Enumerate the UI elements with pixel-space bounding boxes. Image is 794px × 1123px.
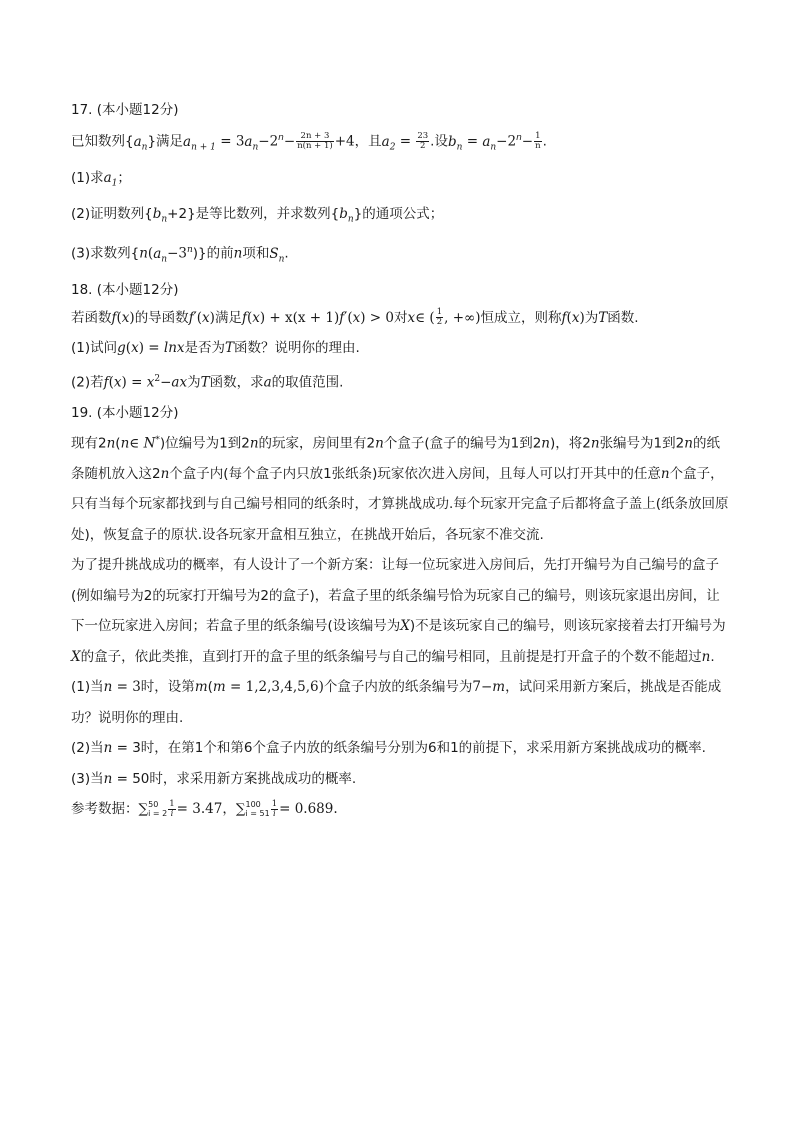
summation-icon: ∑ [235,801,246,818]
q17-a2-fraction: $\frac{23}{2}$ [417,131,429,151]
q17-part2: (2)证明数列$\{b_n+2\}$是等比数列，并求数列$\{b_n\}$的通项公式； [71,205,444,225]
q18-header: 18. (本小题12分) [71,281,179,298]
q18-part1: (1)试问g(x) = lnx是否为T函数？说明你的理由. [71,340,360,357]
q19-reference-data: 参考数据：∑ 50 i = 2 $\frac{1}{i}$ = 3.47，∑ 100 i = 51 $\frac{1}{i}$ = 0.689. [71,798,338,819]
q17-bn-fraction: $\frac{1}{n}$ [535,131,541,151]
q17-header: 17. (本小题12分) [71,102,179,118]
q18-part2: (2)若$f(x) = x^2-ax$为T函数，求a的取值范围. [71,373,344,391]
summation-icon: ∑ [138,801,149,818]
q17-part3: (3)求数列$\{n(a_n-3^n)\}$的前n项和$S_n$. [71,245,289,265]
q19-paragraph-2: 为了提升挑战成功的概率，有人设计了一个新方案：让每一位玩家进入房间后，先打开编号为自己编号的盒子(例如编号为2的玩家打开编号为2的盒子)，若盒子里的纸条编号恰为玩家自己的编号，则该玩家退出房间，让下一位玩家进入房间；若盒子里的纸条编号(设该编号为X)不是该玩家自己的编号，则该玩家接着去打开编号为X的盒子，依此类推，直到打开的盒子里的纸条编号与自己的编号相同，且前提是打开盒子的个数不能超过n. [71,557,726,665]
document-page [71,100,731,825]
q19-paragraph-1: 现有2n(n∈ N*)位编号为1到2n的玩家，房间里有2n个盒子(盒子的编号为1到2n)，将2n张编号为1到2n的纸条随机放入这2n个盒子内(每个盒子内只放1张纸条)玩家依次进入房间，且每人可以打开其中的任意n个盒子，只有当每个玩家都找到与自己编号相同的纸条时，才算挑战成功.每个玩家开完盒子后都将盒子盖上(纸条放回原处)，恢复盒子的原状.设各玩家开盒相互独立，在挑战开始后，各玩家不准交流. [71,434,729,543]
q17-part1: (1)求$a_1$； [71,169,131,189]
q17-fraction: $\frac{2n + 3}{n(n + 1)}$ [297,131,333,151]
q18-stem: 若函数f(x)的导函数f′(x)满足f(x) + x(x + 1)f′(x) > 0对x∈ ( $\frac{1}{2}$ , +∞)恒成立，则称f(x)为T函数. [71,307,639,328]
q19-part2: (2)当n = 3时，在第1个和第6个盒子内放的纸条编号分别为6和1的前提下，求采用新方案挑战成功的概率. [71,740,706,757]
q19-part3: (3)当n = 50时，求采用新方案挑战成功的概率. [71,770,357,787]
q17-stem: 已知数列$\{a_n\}$满足$a_{n + 1} = 3a_n-2^n-$ $\frac{2n + 3}{n(n + 1)}$ +4，且$a_2$ = $\frac{23}{2}$ .设$b_n = a_n-2^n-$ $\frac{1}{n}$ . [71,131,547,153]
q19-header: 19. (本小题12分) [71,404,179,421]
q18-half-fraction: $\frac{1}{2}$ [436,307,443,328]
q19-part1: (1)当n = 3时，设第m(m = 1,2,3,4,5,6)个盒子内放的纸条编号为7−m，试问采用新方案后，挑战是否能成功？说明你的理由. [71,679,722,726]
